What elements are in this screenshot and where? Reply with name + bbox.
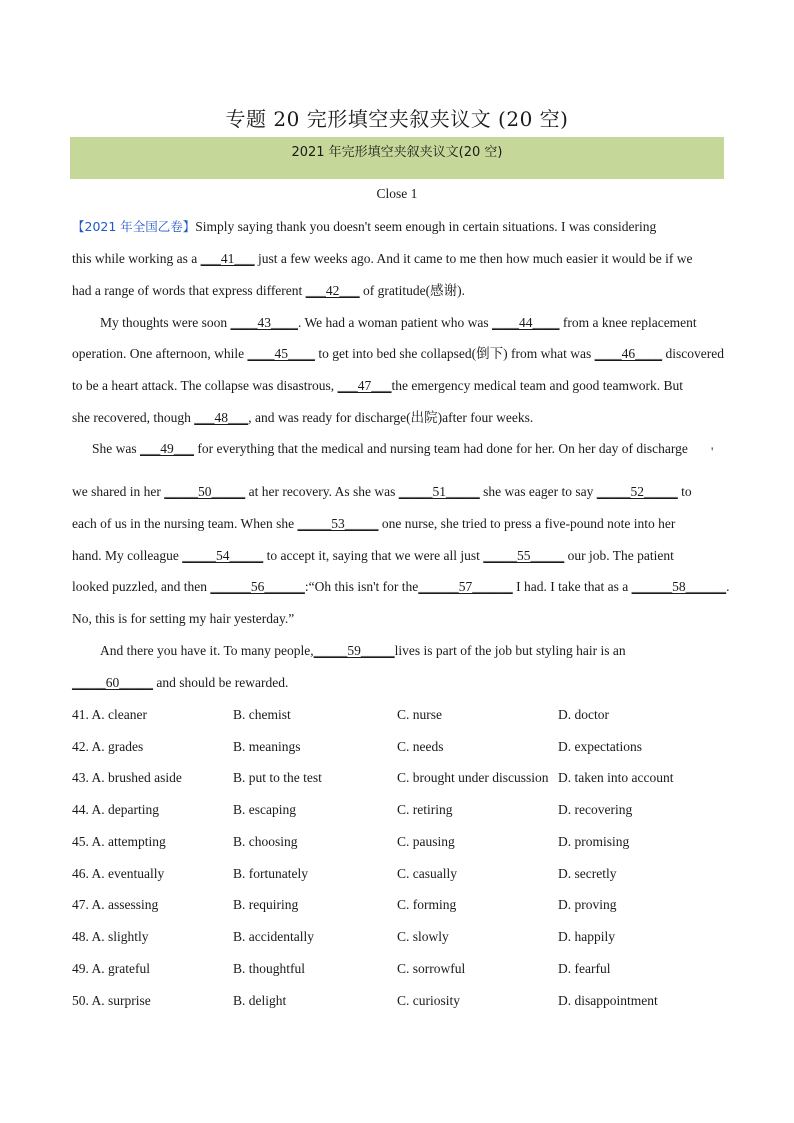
passage-text: I had. I take that as a: [512, 579, 632, 594]
answer-blank: ______58______: [631, 579, 727, 594]
passage-text: And there you have it. To many people,: [100, 643, 314, 658]
passage-line: [72, 281, 722, 301]
option-c: C. nurse: [397, 707, 442, 722]
page-title: 专题 20 完形填空夹叙夹议文 (20 空): [225, 107, 569, 131]
option-c: C. needs: [397, 739, 444, 754]
passage-text: our job. The patient: [564, 548, 674, 563]
option-a: 48. A. slightly: [72, 929, 149, 944]
option-d: D. doctor: [558, 707, 609, 722]
option-c: C. forming: [397, 897, 457, 912]
answer-blank: ___42___: [305, 283, 360, 298]
answer-blank: ______56______: [210, 579, 305, 594]
passage-line: [72, 439, 742, 459]
passage-text: we shared in her: [72, 484, 165, 499]
passage-text: of gratitude(感谢).: [359, 283, 466, 298]
answer-blank: _____52_____: [596, 484, 678, 499]
passage-line: [72, 482, 722, 502]
passage-text: for everything that the medical and nursing team had done for her. On her day of discharge: [194, 441, 688, 456]
passage-text: to be a heart attack. The collapse was disastrous,: [72, 378, 338, 393]
passage-text: . We had a woman patient who was: [298, 315, 492, 330]
answer-blank: ______57______: [418, 579, 513, 594]
answer-blank: ____45____: [247, 346, 315, 361]
option-d: D. expectations: [558, 739, 642, 754]
option-c: C. slowly: [397, 929, 449, 944]
option-b: B. delight: [233, 993, 287, 1008]
option-a: 49. A. grateful: [72, 961, 150, 976]
passage-line: [72, 344, 722, 364]
option-d: D. disappointment: [558, 993, 658, 1008]
passage-line: [72, 546, 722, 566]
section-banner: [70, 137, 724, 179]
passage-text: the emergency medical team and good teamwork. But: [391, 378, 683, 393]
stray-mark: ': [711, 444, 714, 459]
option-a: 47. A. assessing: [72, 897, 159, 912]
passage-text: :“Oh this isn't for the: [304, 579, 419, 594]
passage-text: operation. One afternoon, while: [72, 346, 248, 361]
option-d: D. proving: [558, 897, 617, 912]
option-b: B. meanings: [233, 739, 301, 754]
option-c: C. retiring: [397, 802, 453, 817]
banner-text: 2021 年完形填空夹叙夹议文(20 空): [291, 145, 503, 160]
answer-blank: ____44____: [492, 315, 560, 330]
passage-line: [72, 673, 722, 693]
passage-text: to accept it, saying that we were all just: [263, 548, 484, 563]
passage-text: one nurse, she tried to press a five-pound note into her: [378, 516, 676, 531]
option-a: 43. A. brushed aside: [72, 770, 182, 785]
option-b: B. put to the test: [233, 770, 322, 785]
passage-label: Close 1: [376, 186, 418, 201]
passage-text: each of us in the nursing team. When she: [72, 516, 298, 531]
passage-text: she recovered, though: [72, 410, 195, 425]
answer-blank: ____46____: [594, 346, 663, 361]
option-a: 41. A. cleaner: [72, 707, 147, 722]
source-tag: 【2021 年全国乙卷】: [72, 219, 196, 234]
option-b: B. fortunately: [233, 866, 308, 881]
answer-blank: ___48___: [194, 410, 249, 425]
passage-text: to get into bed she collapsed(倒下) from what was: [314, 346, 595, 361]
answer-blank: ___47___: [337, 378, 392, 393]
answer-blank: ___49___: [140, 441, 194, 456]
passage-text: discovered: [662, 346, 724, 361]
option-d: D. secretly: [558, 866, 617, 881]
passage-line: [72, 249, 722, 269]
option-c: C. pausing: [397, 834, 455, 849]
passage-line: [72, 408, 722, 428]
passage-text: hand. My colleague: [72, 548, 183, 563]
option-b: B. choosing: [233, 834, 298, 849]
passage-text: .: [726, 579, 730, 594]
answer-blank: _____50_____: [164, 484, 246, 499]
passage-line: [72, 514, 722, 534]
passage-text: looked puzzled, and then: [72, 579, 211, 594]
option-a: 46. A. eventually: [72, 866, 165, 881]
option-d: D. fearful: [558, 961, 611, 976]
passage-line: [72, 313, 750, 333]
option-c: C. curiosity: [397, 993, 460, 1008]
passage-text: My thoughts were soon: [100, 315, 231, 330]
answer-blank: ____43____: [230, 315, 298, 330]
option-c: C. brought under discussion: [397, 770, 549, 785]
passage-text: lives is part of the job but styling hair is an: [394, 643, 626, 658]
passage-line: [72, 577, 730, 597]
option-a: 42. A. grades: [72, 739, 144, 754]
answer-blank: _____60_____: [72, 675, 153, 690]
passage-text: she was eager to say: [479, 484, 597, 499]
option-b: B. thoughtful: [233, 961, 306, 976]
passage-text: to: [677, 484, 692, 499]
passage-text: this while working as a: [72, 251, 201, 266]
passage-line: [72, 217, 722, 237]
option-d: D. taken into account: [558, 770, 674, 785]
passage-line: [72, 376, 722, 396]
option-b: B. chemist: [233, 707, 291, 722]
option-a: 44. A. departing: [72, 802, 159, 817]
passage-text: Simply saying thank you doesn't seem enough in certain situations. I was considering: [195, 219, 657, 234]
answer-blank: _____55_____: [483, 548, 565, 563]
passage-text: had a range of words that express different: [72, 283, 306, 298]
option-b: B. accidentally: [233, 929, 314, 944]
option-d: D. happily: [558, 929, 615, 944]
passage-line: [72, 641, 750, 661]
passage-text: , and was ready for discharge(出院)after four weeks.: [248, 410, 534, 425]
option-b: B. requiring: [233, 897, 299, 912]
passage-line: [72, 609, 722, 629]
passage-text: from a knee replacement: [559, 315, 697, 330]
option-d: D. promising: [558, 834, 630, 849]
passage-text: and should be rewarded.: [153, 675, 289, 690]
option-c: C. sorrowful: [397, 961, 466, 976]
answer-blank: ___41___: [200, 251, 255, 266]
option-a: 50. A. surprise: [72, 993, 151, 1008]
passage-text: just a few weeks ago. And it came to me then how much easier it would be if we: [254, 251, 693, 266]
passage-text: at her recovery. As she was: [245, 484, 399, 499]
answer-blank: _____59_____: [313, 643, 395, 658]
option-d: D. recovering: [558, 802, 633, 817]
option-b: B. escaping: [233, 802, 296, 817]
passage-text: She was: [92, 441, 140, 456]
answer-blank: _____54_____: [182, 548, 264, 563]
option-c: C. casually: [397, 866, 457, 881]
option-a: 45. A. attempting: [72, 834, 166, 849]
passage-text: No, this is for setting my hair yesterday.”: [72, 611, 295, 626]
answer-blank: _____51_____: [398, 484, 480, 499]
answer-blank: _____53_____: [297, 516, 379, 531]
